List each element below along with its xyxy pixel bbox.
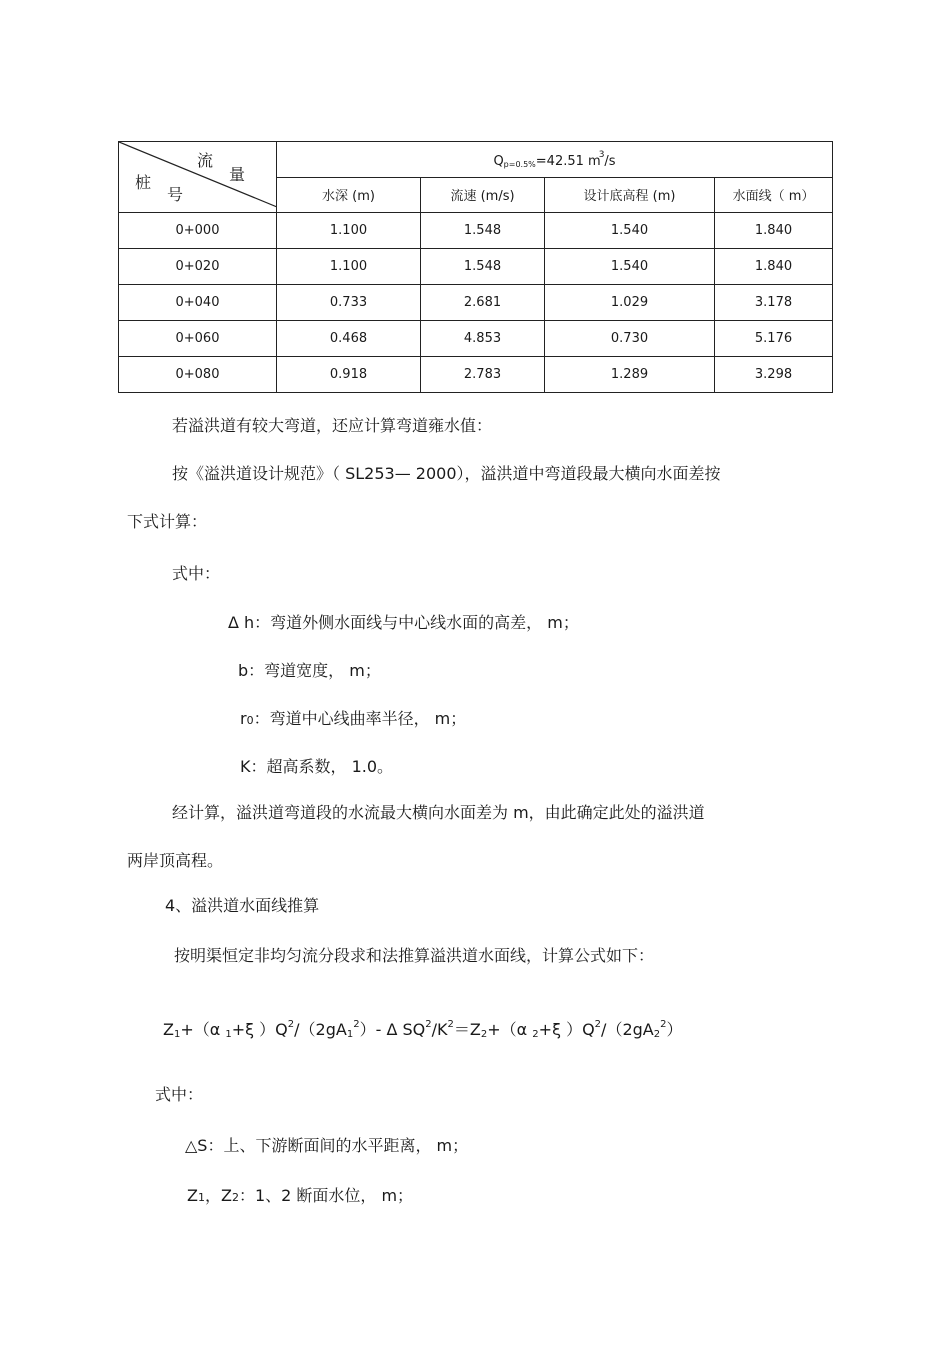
def-r0-text: ：弯道中心线曲率半径， m； bbox=[253, 709, 467, 728]
section-heading-4: 4、溢洪道水面线推算 bbox=[165, 896, 320, 915]
def-b: b：弯道宽度， m； bbox=[238, 661, 381, 680]
cell-velocity: 1.548 bbox=[421, 213, 545, 249]
f-s2: 1 bbox=[225, 1029, 232, 1040]
cell-surface: 1.840 bbox=[715, 213, 833, 249]
def-z-sub2: 2 bbox=[231, 1191, 239, 1204]
f-h: +ξ ）Q bbox=[538, 1020, 595, 1039]
f-i: /（2gA bbox=[601, 1020, 654, 1039]
def-delta-s: △S：上、下游断面间的水平距离， m； bbox=[185, 1136, 469, 1155]
cell-station: 0+000 bbox=[119, 213, 277, 249]
cell-velocity: 1.548 bbox=[421, 249, 545, 285]
cell-surface: 1.840 bbox=[715, 249, 833, 285]
def-r0 bbox=[240, 711, 466, 727]
label-where-1: 式中： bbox=[172, 564, 221, 583]
f-f: ＝Z bbox=[453, 1020, 481, 1039]
cell-velocity: 4.853 bbox=[421, 321, 545, 357]
flow-sup: 3 bbox=[598, 149, 605, 160]
def-r0-sub: 0 bbox=[246, 714, 254, 727]
cell-depth: 0.918 bbox=[277, 357, 421, 393]
paragraph-result-cont: 两岸顶高程。 bbox=[127, 851, 224, 870]
paragraph-spec-ref: 按《溢洪道设计规范》（ SL253— 2000），溢洪道中弯道段最大横向水面差按 bbox=[172, 464, 721, 483]
flow-sub: p=0.5% bbox=[503, 159, 536, 169]
paragraph-method: 按明渠恒定非均匀流分段求和法推算溢洪道水面线，计算公式如下： bbox=[174, 946, 655, 965]
cell-elevation: 1.540 bbox=[545, 213, 715, 249]
cell-velocity: 2.783 bbox=[421, 357, 545, 393]
flow-header bbox=[277, 142, 833, 178]
f-e1: 2 bbox=[287, 1019, 295, 1030]
f-s3: 1 bbox=[346, 1029, 354, 1040]
def-k: K：超高系数， 1.0。 bbox=[240, 757, 394, 776]
corner-label-flow: 流 bbox=[197, 151, 214, 170]
f-b: +ξ ）Q bbox=[231, 1020, 288, 1039]
paragraph-bend-intro: 若溢洪道有较大弯道，还应计算弯道雍水值： bbox=[172, 416, 493, 435]
header-water-surface: 水面线（ m） bbox=[715, 177, 833, 213]
f-s6: 2 bbox=[653, 1029, 661, 1040]
def-z-sub1: 1 bbox=[197, 1191, 205, 1204]
cell-surface: 3.178 bbox=[715, 285, 833, 321]
cell-depth: 0.468 bbox=[277, 321, 421, 357]
f-e: /K bbox=[431, 1020, 448, 1039]
f-g: +（α bbox=[487, 1020, 533, 1039]
flow-value: =42.51 m bbox=[535, 153, 601, 169]
f-j: ） bbox=[666, 1020, 683, 1039]
table-row bbox=[119, 321, 833, 357]
table-corner-cell bbox=[119, 142, 277, 213]
cell-depth: 0.733 bbox=[277, 285, 421, 321]
label-where-2: 式中： bbox=[155, 1085, 204, 1104]
flow-q: Q bbox=[493, 153, 504, 169]
cell-station: 0+080 bbox=[119, 357, 277, 393]
f-s4: 2 bbox=[480, 1029, 488, 1040]
cell-station: 0+020 bbox=[119, 249, 277, 285]
table-row bbox=[119, 285, 833, 321]
header-depth: 水深 (m) bbox=[277, 177, 421, 213]
cell-station: 0+040 bbox=[119, 285, 277, 321]
f-s5: 2 bbox=[532, 1029, 539, 1040]
f-s1: 1 bbox=[173, 1029, 181, 1040]
header-bottom-elevation: 设计底高程 (m) bbox=[545, 177, 715, 213]
energy-equation bbox=[163, 1020, 683, 1040]
f-e2: 2 bbox=[353, 1019, 360, 1030]
f-e4: 2 bbox=[447, 1019, 454, 1030]
f-e6: 2 bbox=[660, 1019, 667, 1030]
f-e5: 2 bbox=[594, 1019, 602, 1030]
cell-velocity: 2.681 bbox=[421, 285, 545, 321]
paragraph-formula-lead: 下式计算： bbox=[127, 512, 208, 531]
cell-elevation: 0.730 bbox=[545, 321, 715, 357]
table-row bbox=[119, 249, 833, 285]
f-d: ）- Δ SQ bbox=[359, 1020, 426, 1039]
water-surface-table bbox=[118, 141, 833, 393]
f-z1: Z bbox=[163, 1020, 174, 1039]
def-z-text: ：1、2 断面水位， m； bbox=[238, 1186, 414, 1205]
def-r0-r: r bbox=[240, 709, 247, 728]
cell-elevation: 1.029 bbox=[545, 285, 715, 321]
corner-label-quantity: 量 bbox=[229, 165, 246, 184]
table-row bbox=[119, 213, 833, 249]
f-c: /（2gA bbox=[294, 1020, 347, 1039]
f-e3: 2 bbox=[425, 1019, 432, 1030]
cell-depth: 1.100 bbox=[277, 249, 421, 285]
cell-surface: 5.176 bbox=[715, 321, 833, 357]
def-delta-h: Δ h：弯道外侧水面线与中心线水面的高差， m； bbox=[228, 613, 579, 632]
f-a: +（α bbox=[180, 1020, 226, 1039]
def-z-z1: Z bbox=[187, 1186, 198, 1205]
table-row bbox=[119, 357, 833, 393]
header-velocity: 流速 (m/s) bbox=[421, 177, 545, 213]
corner-label-number: 号 bbox=[167, 185, 184, 204]
def-z-z2: ，Z bbox=[204, 1186, 232, 1205]
def-z1-z2 bbox=[187, 1188, 413, 1204]
cell-station: 0+060 bbox=[119, 321, 277, 357]
cell-elevation: 1.289 bbox=[545, 357, 715, 393]
cell-elevation: 1.540 bbox=[545, 249, 715, 285]
cell-surface: 3.298 bbox=[715, 357, 833, 393]
paragraph-result: 经计算，溢洪道弯道段的水流最大横向水面差为 m，由此确定此处的溢洪道 bbox=[172, 803, 705, 822]
cell-depth: 1.100 bbox=[277, 213, 421, 249]
corner-label-station: 桩 bbox=[135, 173, 152, 192]
flow-unit: /s bbox=[604, 153, 616, 169]
